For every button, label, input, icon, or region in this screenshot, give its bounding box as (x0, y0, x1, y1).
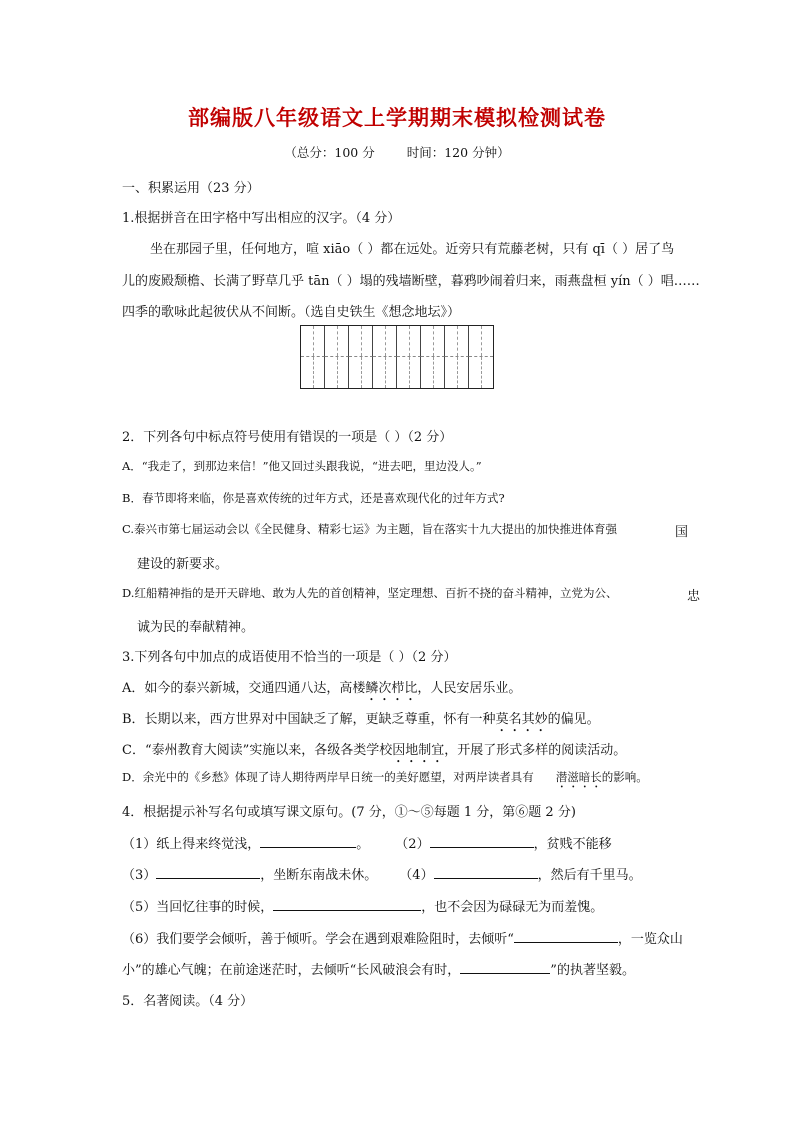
answer-blank[interactable] (260, 835, 356, 848)
grid-cell[interactable] (445, 326, 469, 357)
grid-cell[interactable] (469, 357, 493, 388)
question-2-option-c: C.泰兴市第七届运动会以《全民健身、精彩七运》为主题，旨在落实十九大提出的加快推进体育强 (122, 522, 618, 536)
question-4-line: （5）当回忆往事的时候， ，也不会因为碌碌无为而羞愧。 (122, 900, 604, 915)
answer-blank[interactable] (434, 866, 538, 879)
answer-blank[interactable] (460, 961, 550, 974)
question-3-option-c: C．“泰州教育大阅读”实施以来，各级各类学校因地制宜，开展了形式多样的阅读活动。 (122, 743, 627, 758)
question-3-stem: 3.下列各句中加点的成语使用不恰当的一项是（ ）（2 分） (122, 650, 457, 665)
answer-blank[interactable] (430, 835, 534, 848)
dotted-idiom: 因地制宜 (392, 743, 445, 758)
question-3-option-b: B．长期以来，西方世界对中国缺乏了解，更缺乏尊重，怀有一种莫名其妙的偏见。 (122, 712, 600, 727)
question-2-stem: 2．下列各句中标点符号使用有错误的一项是（ ）（2 分） (122, 430, 453, 445)
question-2-option-b: B．春节即将来临，你是喜欢传统的过年方式，还是喜欢现代化的过年方式? (122, 491, 505, 505)
grid-cell[interactable] (325, 357, 349, 388)
total-score: （总分：100 分 (284, 145, 375, 160)
grid-cell[interactable] (397, 326, 421, 357)
question-3-option-a: A．如今的泰兴新城，交通四通八达，高楼鳞次栉比，人民安居乐业。 (122, 681, 522, 696)
question-2-option-d: D.红船精神指的是开天辟地、敢为人先的首创精神，坚定理想、百折不挠的奋斗精神，立党为公、 (122, 586, 618, 600)
question-2-option-c-end: 国 (675, 525, 689, 540)
question-4-line: （3） ，坐断东南战未休。 （4） ，然后有千里马。 (122, 868, 642, 883)
grid-cell[interactable] (349, 326, 373, 357)
grid-cell[interactable] (349, 357, 373, 388)
section-heading: 一、积累运用（23 分） (122, 181, 260, 196)
question-1-stem: 1.根据拼音在田字格中写出相应的汉字。（4 分） (122, 211, 401, 226)
question-2-option-d-cont: 诚为民的奉献精神。 (137, 620, 255, 635)
question-2-option-a: A．“我走了，到那边来信！”他又回过头跟我说，“进去吧，里边没人。” (122, 459, 482, 473)
grid-cell[interactable] (421, 357, 445, 388)
question-4-stem: 4．根据提示补写名句或填写课文原句。(7 分，①～⑤每题 1 分，第⑥题 2 分) (122, 805, 576, 820)
question-4-line: （1）纸上得来终觉浅， 。 （2） ，贫贱不能移 (122, 837, 612, 852)
dotted-idiom: 鳞次栉比 (365, 681, 418, 696)
grid-cell[interactable] (325, 326, 349, 357)
exam-meta (0, 143, 794, 161)
grid-cell[interactable] (373, 326, 397, 357)
question-1-passage-line: 四季的歌咏此起彼伏从不间断。（选自史铁生《想念地坛》） (122, 305, 461, 320)
question-1-passage-line: 儿的废殿颓檐、长满了野草几乎 tān（ ）塌的残墙断壁，暮鸦吵闹着归来，雨燕盘桓 yín（ ）唱…… (122, 274, 700, 289)
page-title: 部编版八年级语文上学期期末模拟检测试卷 (188, 105, 606, 130)
grid-cell[interactable] (301, 326, 325, 357)
answer-blank[interactable] (273, 898, 421, 911)
time-limit: 时间：120 分钟） (406, 145, 510, 160)
question-5-stem: 5．名著阅读。（4 分） (122, 994, 254, 1009)
grid-cell[interactable] (469, 326, 493, 357)
question-4-line: 小”的雄心气魄；在前途迷茫时，去倾听“长风破浪会有时， ”的执著坚毅。 (122, 963, 635, 978)
grid-cell[interactable] (421, 326, 445, 357)
question-2-option-c-cont: 建设的新要求。 (137, 557, 229, 572)
answer-blank[interactable] (156, 866, 260, 879)
question-3-option-d: D．余光中的《乡愁》体现了诗人期待两岸早日统一的美好愿望，对两岸读者具有 潜滋暗长的影响。 (122, 770, 648, 784)
grid-cell[interactable] (373, 357, 397, 388)
question-4-line: （6）我们要学会倾听，善于倾听。学会在遇到艰难险阻时，去倾听“ ，一览众山 (122, 932, 683, 947)
grid-cell[interactable] (397, 357, 421, 388)
question-2-option-d-end: 忠 (687, 589, 701, 604)
character-grid[interactable] (300, 325, 494, 389)
question-1-passage-line: 坐在那园子里，任何地方，喧 xiāo（ ）都在远处。近旁只有荒藤老树，只有 qī（ ）居了鸟 (150, 242, 675, 257)
dotted-idiom: 潜滋暗长 (555, 770, 602, 784)
grid-cell[interactable] (445, 357, 469, 388)
answer-blank[interactable] (514, 930, 618, 943)
grid-cell[interactable] (301, 357, 325, 388)
dotted-idiom: 莫名其妙 (495, 712, 548, 727)
